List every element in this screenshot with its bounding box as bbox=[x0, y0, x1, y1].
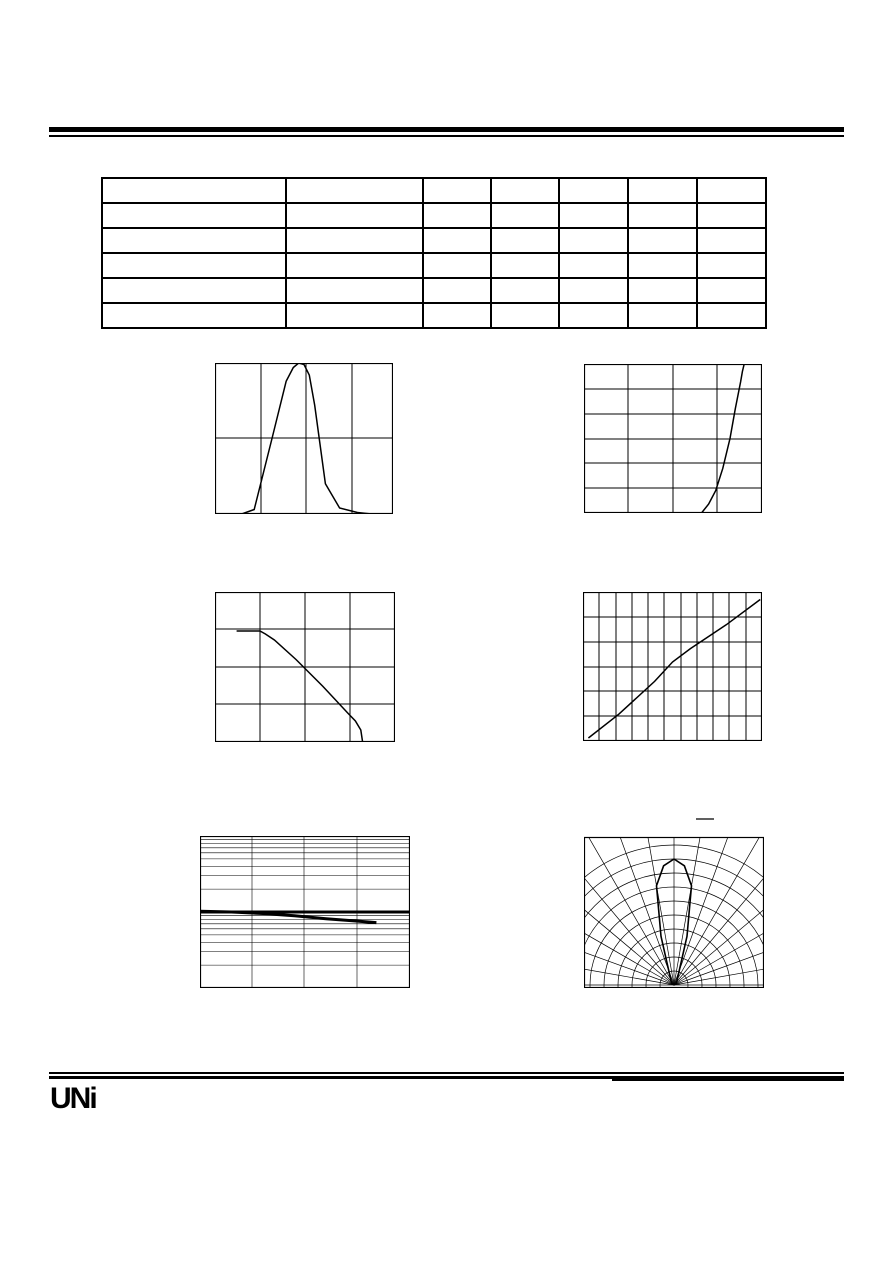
radiation-pattern-chart bbox=[584, 817, 764, 988]
spec-cell bbox=[491, 278, 559, 303]
spec-cell bbox=[491, 228, 559, 253]
polar-spoke bbox=[584, 817, 674, 985]
spec-row bbox=[102, 253, 766, 278]
temperature-chart bbox=[200, 836, 410, 988]
spec-cell bbox=[102, 178, 286, 203]
spec-cell bbox=[559, 228, 628, 253]
spec-cell bbox=[286, 303, 423, 328]
spec-cell bbox=[559, 203, 628, 228]
spec-cell bbox=[559, 253, 628, 278]
forward-current-chart-svg bbox=[584, 364, 762, 513]
spec-cell bbox=[697, 278, 766, 303]
spec-cell bbox=[697, 228, 766, 253]
spec-cell bbox=[423, 228, 491, 253]
spec-cell bbox=[628, 278, 697, 303]
uni-logo: UNi bbox=[50, 1082, 96, 1115]
spec-cell bbox=[628, 228, 697, 253]
radiation-pattern-chart-svg bbox=[584, 817, 764, 988]
series-line bbox=[237, 631, 363, 742]
spec-cell bbox=[559, 278, 628, 303]
forward-current-chart bbox=[584, 364, 762, 513]
polar-spoke bbox=[674, 817, 764, 985]
polar-spoke bbox=[584, 947, 674, 985]
intensity-chart bbox=[583, 592, 762, 741]
derating-chart bbox=[215, 592, 395, 742]
spec-cell bbox=[423, 303, 491, 328]
header-rule-thick bbox=[49, 127, 844, 132]
spectral-chart-svg bbox=[215, 363, 393, 514]
spec-cell bbox=[102, 253, 286, 278]
spec-cell bbox=[102, 278, 286, 303]
series-line bbox=[588, 600, 760, 739]
header-rule-thin bbox=[49, 135, 844, 137]
spec-cell bbox=[286, 228, 423, 253]
spectral-chart bbox=[215, 363, 393, 514]
spec-cell bbox=[286, 203, 423, 228]
polar-spoke bbox=[674, 817, 749, 985]
spec-row bbox=[102, 203, 766, 228]
spec-cell bbox=[491, 203, 559, 228]
spec-cell bbox=[491, 178, 559, 203]
spec-cell bbox=[628, 203, 697, 228]
spec-cell bbox=[102, 228, 286, 253]
spec-cell bbox=[423, 203, 491, 228]
derating-chart-svg bbox=[215, 592, 395, 742]
spec-cell bbox=[628, 253, 697, 278]
spec-cell bbox=[697, 303, 766, 328]
polar-spoke bbox=[674, 947, 764, 985]
spec-table bbox=[101, 177, 767, 329]
spec-row bbox=[102, 278, 766, 303]
spec-cell bbox=[697, 203, 766, 228]
temperature-chart-svg bbox=[200, 836, 410, 988]
intensity-chart-svg bbox=[583, 592, 762, 741]
spec-row bbox=[102, 303, 766, 328]
spec-cell bbox=[559, 303, 628, 328]
spec-row bbox=[102, 178, 766, 203]
spec-cell bbox=[491, 253, 559, 278]
polar-spoke bbox=[584, 817, 674, 985]
spec-cell bbox=[423, 178, 491, 203]
spec-cell bbox=[697, 178, 766, 203]
spec-cell bbox=[286, 178, 423, 203]
spec-cell bbox=[423, 253, 491, 278]
spec-row bbox=[102, 228, 766, 253]
spec-cell bbox=[423, 278, 491, 303]
spec-cell bbox=[628, 178, 697, 203]
spec-cell bbox=[286, 278, 423, 303]
footer-rule-thin bbox=[49, 1072, 844, 1074]
spec-cell bbox=[491, 303, 559, 328]
polar-grid bbox=[584, 817, 764, 988]
spec-cell bbox=[697, 253, 766, 278]
spec-cell bbox=[628, 303, 697, 328]
polar-spoke bbox=[674, 817, 764, 985]
spec-cell bbox=[559, 178, 628, 203]
footer-rule-bold-segment bbox=[612, 1076, 844, 1081]
polar-spoke bbox=[599, 817, 674, 985]
spec-cell bbox=[102, 203, 286, 228]
spec-cell bbox=[286, 253, 423, 278]
spec-cell bbox=[102, 303, 286, 328]
